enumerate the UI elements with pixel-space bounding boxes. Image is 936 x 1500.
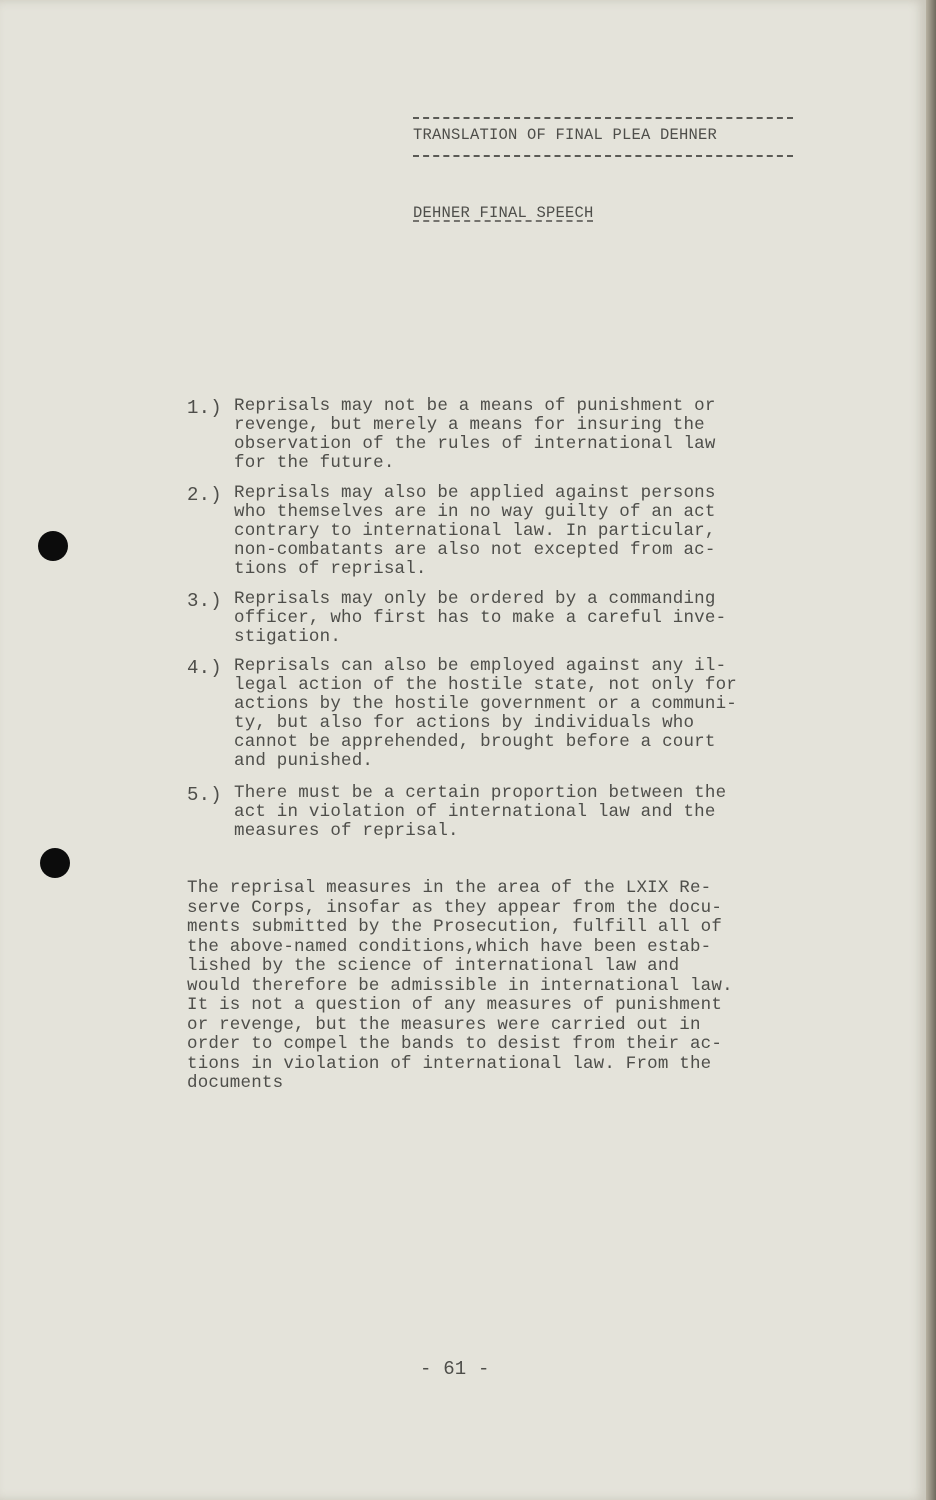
item-line: and punished. <box>234 751 374 771</box>
paragraph-line: serve Corps, insofar as they appear from the docu- <box>187 897 723 918</box>
item-line: who themselves are in no way guilty of an act <box>234 502 716 522</box>
item-line: ty, but also for actions by individuals who <box>234 713 695 733</box>
list-item <box>187 397 827 473</box>
list-item <box>187 657 827 771</box>
paragraph-line: order to compel the bands to desist from their ac- <box>187 1034 723 1054</box>
list-item <box>187 784 827 841</box>
body-paragraph <box>187 879 827 1094</box>
item-line: for the future. <box>234 453 395 473</box>
item-line: act in violation of international law and the <box>234 802 716 822</box>
speech-title: DEHNER FINAL SPEECH <box>413 204 594 222</box>
paragraph-line: the above-named conditions,which have been estab- <box>187 936 712 957</box>
paragraph-line: It is not a question of any measures of punishment <box>187 995 723 1015</box>
item-line: revenge, but merely a means for insuring the <box>234 415 705 435</box>
header-rule-bottom <box>413 155 793 157</box>
item-line: Reprisals may only be ordered by a commanding <box>234 589 716 609</box>
header-title: TRANSLATION OF FINAL PLEA DEHNER <box>413 126 718 144</box>
item-line: Reprisals can also be employed against any il- <box>234 656 727 676</box>
item-number: 1.) <box>187 397 222 419</box>
paragraph-line: or revenge, but the measures were carried out in <box>187 1014 701 1035</box>
list-item <box>187 484 827 579</box>
item-line: contrary to international law. In particular, <box>234 521 716 541</box>
item-line: non-combatants are also not excepted from ac- <box>234 540 716 560</box>
paragraph-line: tions in violation of international law. From the <box>187 1053 712 1074</box>
paragraph-line: would therefore be admissible in international law. <box>187 975 733 996</box>
item-number: 5.) <box>187 784 222 806</box>
item-line: cannot be apprehended, brought before a court <box>234 732 716 752</box>
list-item <box>187 590 827 647</box>
paragraph-line: ments submitted by the Prosecution, fulfill all of <box>187 917 723 937</box>
item-number: 2.) <box>187 484 222 506</box>
item-number: 4.) <box>187 657 222 679</box>
item-line: Reprisals may also be applied against persons <box>234 483 716 503</box>
item-line: measures of reprisal. <box>234 821 459 841</box>
item-line: legal action of the hostile state, not only for <box>234 675 737 695</box>
paragraph-line: lished by the science of international law and <box>187 956 680 976</box>
page-edge <box>926 0 936 1500</box>
punch-hole <box>40 848 70 878</box>
item-line: tions of reprisal. <box>234 559 427 579</box>
item-line: observation of the rules of international law <box>234 434 716 454</box>
item-line: actions by the hostile government or a communi- <box>234 694 737 714</box>
item-number: 3.) <box>187 590 222 612</box>
header-rule-top <box>413 117 793 119</box>
item-line: stigation. <box>234 627 342 647</box>
punch-hole <box>38 531 68 561</box>
item-line: officer, who first has to make a careful inve- <box>234 608 727 628</box>
item-line: There must be a certain proportion between the <box>234 783 727 803</box>
item-line: Reprisals may not be a means of punishment or <box>234 396 716 416</box>
paragraph-line: The reprisal measures in the area of the LXIX Re- <box>187 878 712 898</box>
paragraph-line: documents <box>187 1073 284 1093</box>
page-number: - 61 - <box>420 1358 490 1380</box>
